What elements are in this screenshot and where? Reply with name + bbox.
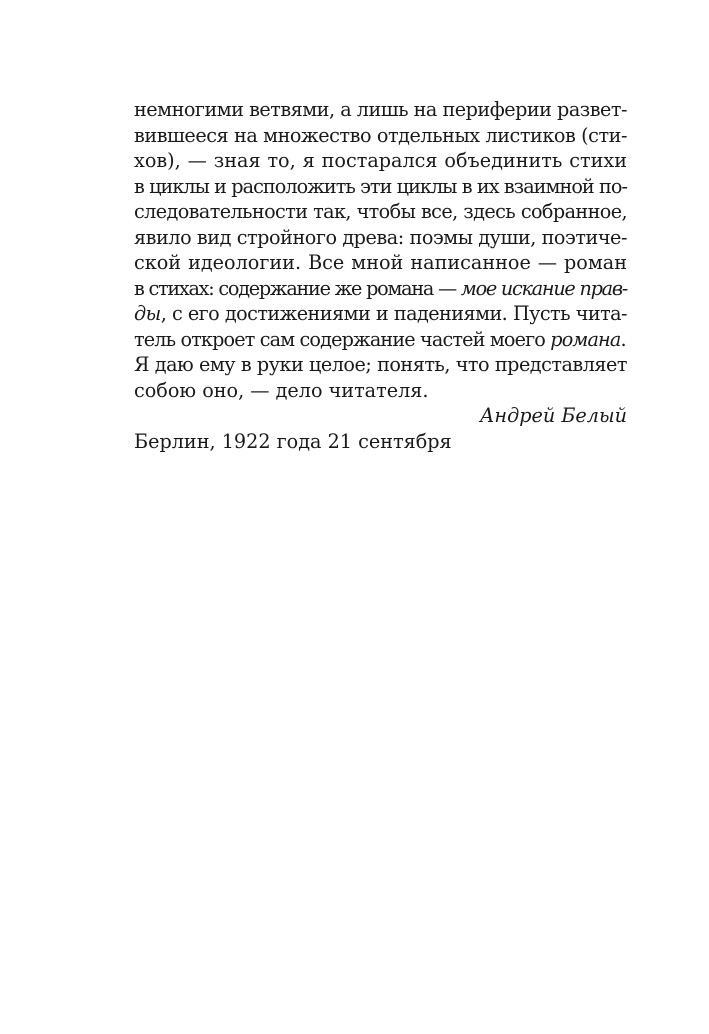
place-and-date: Берлин, 1922 года 21 сентября	[134, 429, 452, 453]
text-line	[134, 378, 627, 404]
text-line	[134, 174, 627, 200]
italic-segment: романа	[550, 327, 621, 351]
text-line	[134, 97, 627, 123]
text-segment: собою оно, — дело читателя.	[134, 378, 429, 402]
text-segment: следовательности так, чтобы все, здесь собранное,	[134, 200, 627, 223]
text-segment: немногими ветвями, а лишь на периферии развет-	[134, 98, 627, 121]
text-line	[134, 148, 627, 174]
text-line	[134, 250, 627, 276]
text-segment: вившееся на множество отдельных листиков (сти-	[134, 123, 627, 147]
text-segment: .	[620, 327, 626, 351]
text-line	[134, 352, 627, 378]
text-segment: ской идеологии. Все мной написанное — роман	[134, 251, 627, 274]
text-segment: в стихах: содержание же романа —	[134, 276, 461, 300]
text-line	[134, 301, 627, 327]
text-segment: тель откроет сам содержание частей моего	[134, 327, 551, 351]
text-line	[134, 276, 627, 302]
text-block	[134, 97, 627, 454]
text-line	[134, 199, 627, 225]
text-segment: хов), — зная то, я постарался объединить стихи	[134, 149, 627, 172]
italic-segment: ды	[134, 302, 161, 325]
text-segment: явило вид стройного древа: поэмы души, поэтиче-	[134, 225, 627, 249]
text-segment: Я даю ему в руки целое; понять, что представляет	[134, 353, 627, 376]
text-line	[134, 327, 627, 353]
text-line	[134, 225, 627, 251]
italic-segment: мое искание прав-	[460, 276, 627, 300]
text-segment: , с его достижениями и падениями. Пусть чита-	[160, 302, 627, 325]
text-line	[134, 123, 627, 149]
text-segment: в циклы и расположить эти циклы в их взаимной по-	[134, 174, 627, 198]
author-signature: Андрей Белый	[479, 404, 627, 427]
